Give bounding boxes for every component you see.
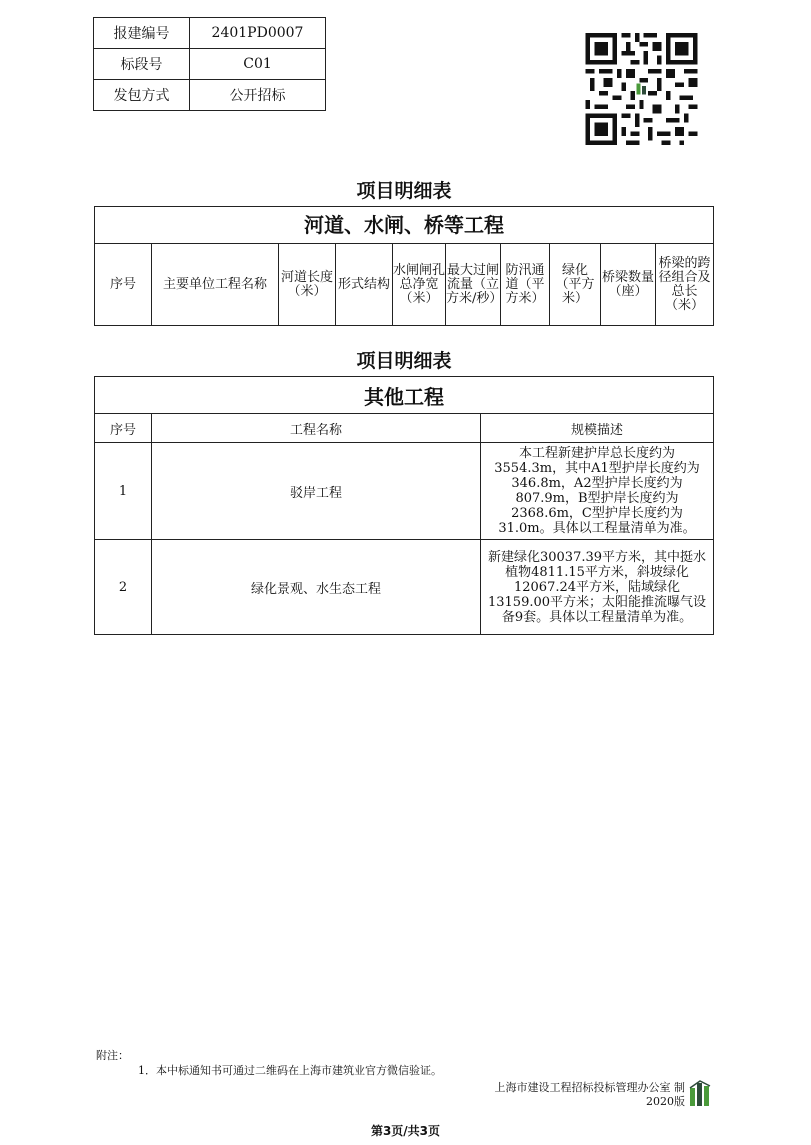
meta-label: 标段号 xyxy=(94,49,190,80)
section2-table xyxy=(94,376,714,635)
notes-label: 附注： xyxy=(96,1049,129,1062)
column-header: 桥梁的跨径组合及总长（米） xyxy=(656,244,714,326)
row-number: 1 xyxy=(95,443,152,540)
shanghai-construction-logo-icon xyxy=(688,1080,714,1108)
page-indicator: 第3页/共3页 xyxy=(370,1124,441,1138)
section1-caption: 河道、水闸、桥等工程 xyxy=(95,207,714,244)
section2-header-row xyxy=(95,414,714,443)
issuer-version: 2020版 xyxy=(646,1095,685,1108)
meta-row xyxy=(94,18,326,49)
column-header: 桥梁数量（座） xyxy=(601,244,656,326)
column-header: 规模描述 xyxy=(481,414,714,443)
section1-header-row xyxy=(95,244,714,326)
section2-title: 项目明细表 xyxy=(356,350,452,372)
section1-table xyxy=(94,206,714,326)
meta-value: C01 xyxy=(190,49,326,80)
note-item: 1．本中标通知书可通过二维码在上海市建筑业官方微信验证。 xyxy=(138,1064,442,1077)
table-row xyxy=(95,443,714,540)
qr-code-icon xyxy=(584,33,699,145)
meta-row xyxy=(94,49,326,80)
column-header: 防汛通道（平方米） xyxy=(501,244,550,326)
scale-description: 本工程新建护岸总长度约为3554.3m，其中A1型护岸长度约为346.8m，A2型护岸长度约为807.9m，B型护岸长度约为2368.6m，C型护岸长度约为31.0m。具体以工程量清单为准。 xyxy=(481,443,714,540)
column-header: 水闸闸孔总净宽（米） xyxy=(393,244,446,326)
row-number: 2 xyxy=(95,540,152,635)
meta-row xyxy=(94,80,326,111)
section2-caption: 其他工程 xyxy=(95,377,714,414)
column-header: 河道长度（米） xyxy=(279,244,336,326)
column-header: 序号 xyxy=(95,244,152,326)
meta-label: 报建编号 xyxy=(94,18,190,49)
meta-value: 公开招标 xyxy=(190,80,326,111)
meta-label: 发包方式 xyxy=(94,80,190,111)
column-header: 序号 xyxy=(95,414,152,443)
project-name: 驳岸工程 xyxy=(152,443,481,540)
project-name: 绿化景观、水生态工程 xyxy=(152,540,481,635)
meta-table xyxy=(93,17,326,111)
issuer-block xyxy=(495,1081,686,1109)
column-header: 最大过闸流量（立方米/秒） xyxy=(446,244,501,326)
column-header: 绿化（平方米） xyxy=(550,244,601,326)
table-row xyxy=(95,540,714,635)
column-header: 形式结构 xyxy=(336,244,393,326)
section1-title: 项目明细表 xyxy=(356,180,452,202)
meta-value: 2401PD0007 xyxy=(190,18,326,49)
column-header: 工程名称 xyxy=(152,414,481,443)
issuer-name: 上海市建设工程招标投标管理办公室 制 xyxy=(494,1081,685,1094)
scale-description: 新建绿化30037.39平方米，其中挺水植物4811.15平方米，斜坡绿化12067.24平方米，陆域绿化13159.00平方米；太阳能推流曝气设备9套。具体以工程量清单为准。 xyxy=(481,540,714,635)
column-header: 主要单位工程名称 xyxy=(152,244,279,326)
